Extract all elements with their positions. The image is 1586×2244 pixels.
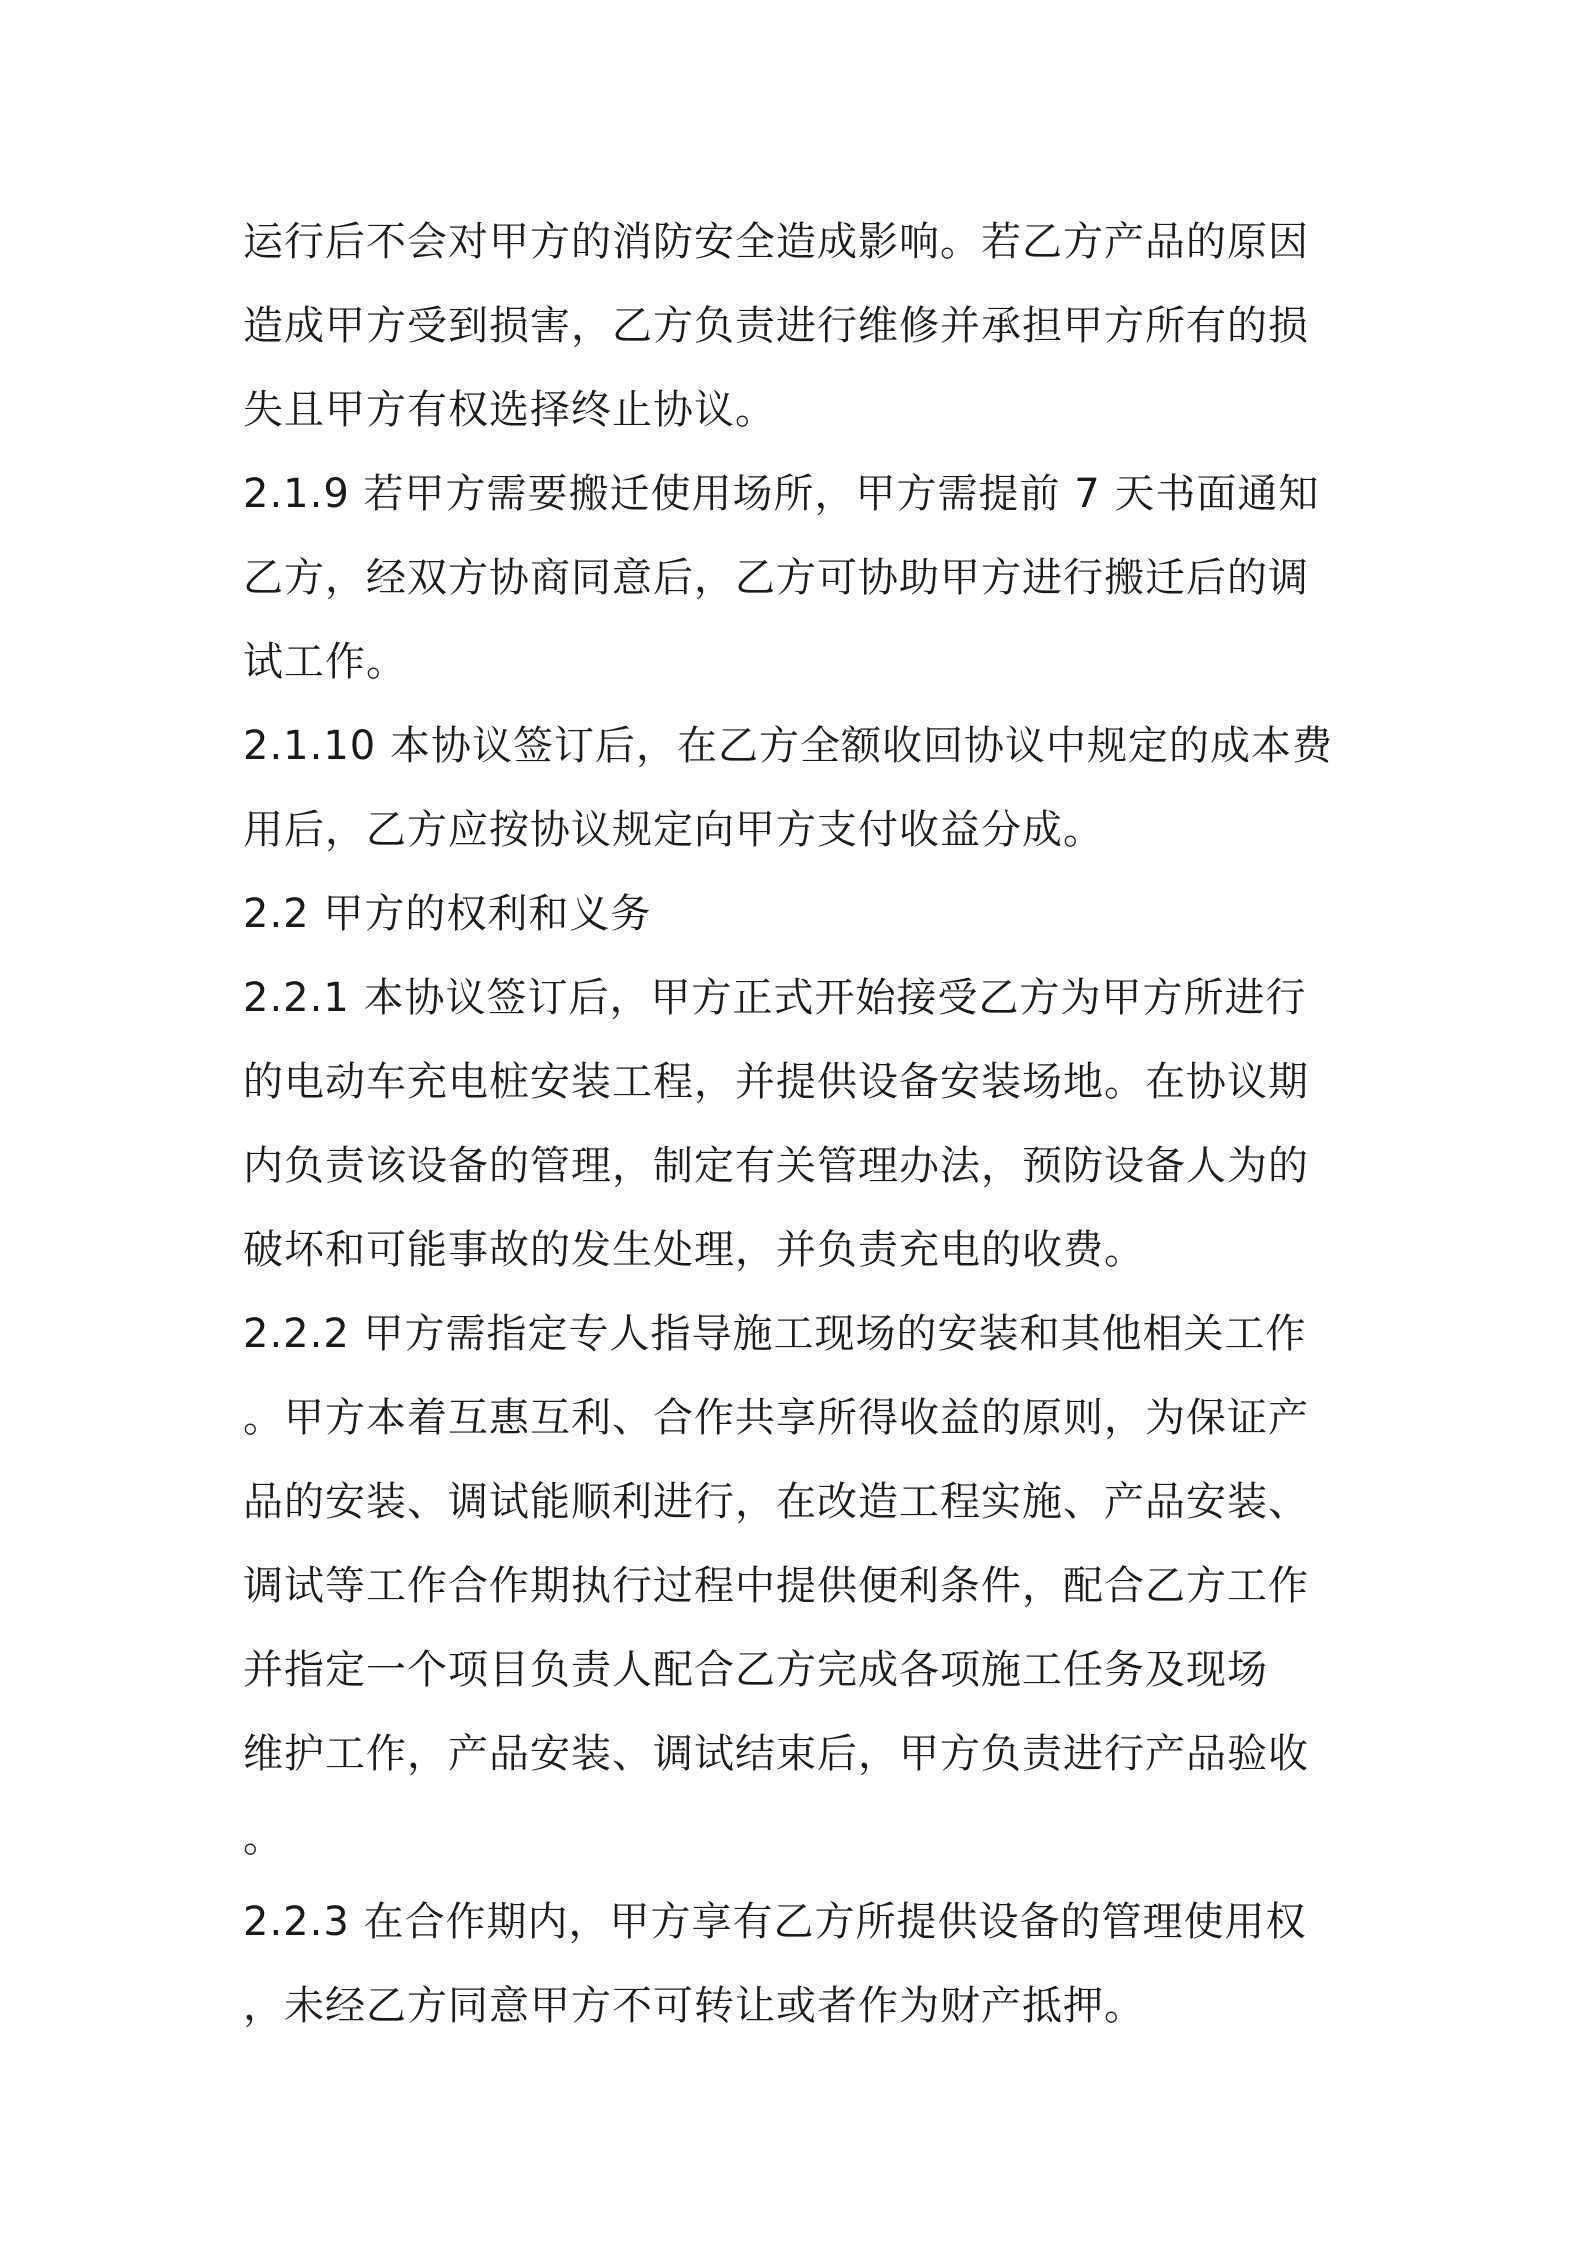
- text-line: 品的安装、调试能顺利进行，在改造工程实施、产品安装、: [243, 1479, 1309, 1525]
- text-line: 2.2.3 在合作期内，甲方享有乙方所提供设备的管理使用权: [243, 1899, 1307, 1945]
- text-line: 。甲方本着互惠互利、合作共享所得收益的原则，为保证产: [243, 1395, 1309, 1441]
- text-line: 失且甲方有权选择终止协议。: [243, 387, 776, 433]
- section-heading: 2.2 甲方的权利和义务: [243, 891, 652, 937]
- text-line: 破坏和可能事故的发生处理，并负责充电的收费。: [243, 1227, 1145, 1273]
- text-line: 并指定一个项目负责人配合乙方完成各项施工任务及现场: [243, 1647, 1268, 1693]
- text-line: 2.1.10 本协议签订后，在乙方全额收回协议中规定的成本费: [243, 723, 1333, 769]
- text-line: 维护工作，产品安装、调试结束后，甲方负责进行产品验收: [243, 1731, 1309, 1777]
- text-line: 2.2.2 甲方需指定专人指导施工现场的安装和其他相关工作: [243, 1311, 1307, 1357]
- text-line: 调试等工作合作期执行过程中提供便利条件，配合乙方工作: [243, 1563, 1309, 1609]
- text-line: 内负责该设备的管理，制定有关管理办法，预防设备人为的: [243, 1143, 1309, 1189]
- text-line: 2.1.9 若甲方需要搬迁使用场所，甲方需提前 7 天书面通知: [243, 471, 1320, 517]
- text-line: 用后，乙方应按协议规定向甲方支付收益分成。: [243, 807, 1104, 853]
- text-line: 造成甲方受到损害，乙方负责进行维修并承担甲方所有的损: [243, 303, 1309, 349]
- text-line: 运行后不会对甲方的消防安全造成影响。若乙方产品的原因: [243, 219, 1309, 265]
- text-line: 试工作。: [243, 639, 407, 685]
- text-line: 乙方，经双方协商同意后，乙方可协助甲方进行搬迁后的调: [243, 555, 1309, 601]
- text-line: 的电动车充电桩安装工程，并提供设备安装场地。在协议期: [243, 1059, 1309, 1105]
- document-body: [243, 200, 1353, 2048]
- text-line: 。: [243, 1815, 284, 1861]
- text-line: 2.2.1 本协议签订后，甲方正式开始接受乙方为甲方所进行: [243, 975, 1307, 1021]
- text-line: ，未经乙方同意甲方不可转让或者作为财产抵押。: [243, 1983, 1145, 2029]
